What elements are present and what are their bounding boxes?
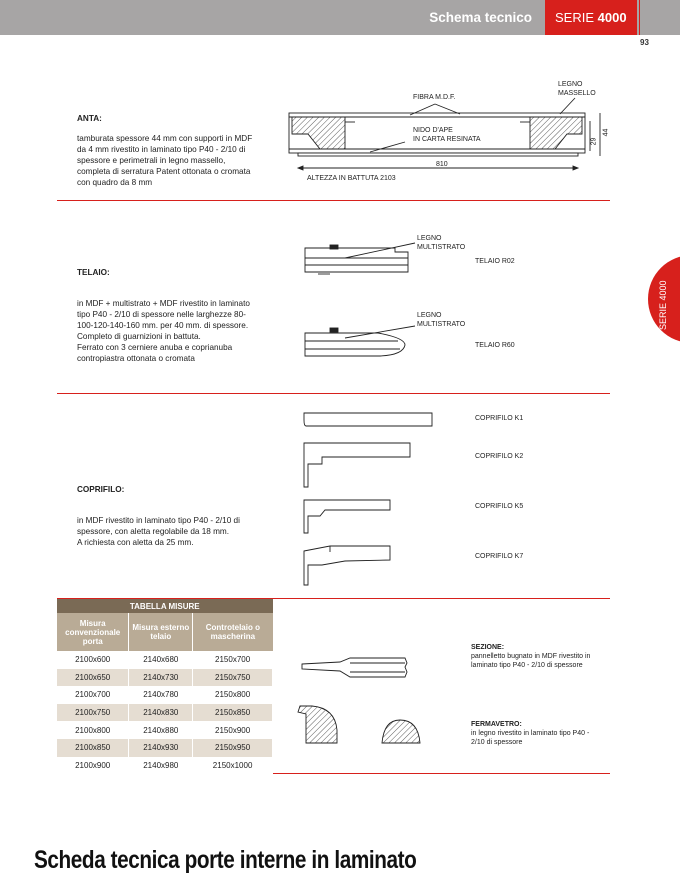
table-row: [57, 704, 273, 722]
footer-title: Scheda tecnica porte interne in laminato: [34, 846, 417, 874]
table-title: TABELLA MISURE: [57, 599, 273, 613]
table-cell: 2150x1000: [193, 757, 273, 775]
telaio-title: TELAIO:: [77, 268, 110, 277]
table-cell: 2100x750: [57, 704, 129, 722]
table-header-controtelaio: Controtelaio o mascherina: [193, 613, 273, 651]
coprifilo-k7-drawing: [304, 546, 390, 585]
label-legno-multistrato-2a: LEGNO: [417, 312, 442, 319]
side-tab-label: SERIE 4000: [658, 280, 668, 330]
fermavetro-description: [471, 720, 591, 747]
table-cell: 2140x930: [129, 739, 193, 757]
table-cell: 2100x650: [57, 669, 129, 687]
table-cell: 2100x800: [57, 721, 129, 739]
series-number: 4000: [597, 10, 627, 25]
label-width-810: 810: [436, 161, 448, 168]
coprifilo-body: in MDF rivestito in laminato tipo P40 - 2/10 di spessore, con aletta regolabile da 18 mm. A richiesta con aletta da 25 mm.: [77, 516, 240, 547]
label-altezza-battuta: ALTEZZA IN BATTUTA 2103: [307, 175, 396, 182]
table-header-misura-telaio: Misura esterno telaio: [129, 613, 193, 651]
table-cell: 2140x830: [129, 704, 193, 722]
anta-title: ANTA:: [77, 114, 102, 123]
table-cell: 2150x950: [193, 739, 273, 757]
coprifilo-k2-drawing: [304, 443, 410, 487]
label-dim-29: 29: [590, 137, 598, 146]
anta-body: tamburata spessore 44 mm con supporti in MDF da 4 mm rivestito in laminato tipo P40 - 2/10 di spessore e perimetrali in legno massello, completa di serratura Patent ottonata o cromata con quadro da 8 mm: [77, 134, 253, 187]
coprifilo-title: COPRIFILO:: [77, 485, 125, 494]
label-legno-multistrato-1a: LEGNO: [417, 235, 442, 242]
telaio-r60-drawing: [305, 326, 415, 356]
table-cell: 2140x730: [129, 669, 193, 687]
table-row: [57, 651, 273, 669]
telaio-r02-drawing: [305, 243, 415, 274]
label-telaio-r02: TELAIO R02: [475, 258, 515, 265]
coprifilo-k1-drawing: [304, 413, 432, 426]
label-fibra-mdf: FIBRA M.D.F.: [413, 94, 456, 101]
label-legno-massello-2: MASSELLO: [558, 90, 596, 97]
label-nido-ape-2: IN CARTA RESINATA: [413, 136, 481, 143]
page-number: 93: [640, 38, 649, 47]
label-coprifilo-k2: COPRIFILO K2: [475, 453, 524, 460]
measures-table: [57, 599, 273, 774]
fermavetro-body: in legno rivestito in laminato tipo P40 - 2/10 di spessore: [471, 730, 590, 746]
table-cell: 2100x850: [57, 739, 129, 757]
label-telaio-r60: TELAIO R60: [475, 342, 515, 349]
header-title: Schema tecnico: [429, 10, 532, 25]
series-prefix: SERIE: [555, 10, 595, 25]
label-coprifilo-k1: COPRIFILO K1: [475, 415, 524, 422]
fermavetro-title: FERMAVETRO:: [471, 721, 522, 728]
table-row: [57, 721, 273, 739]
label-coprifilo-k7: COPRIFILO K7: [475, 553, 524, 560]
sezione-drawing: [302, 658, 407, 677]
table-cell: 2140x680: [129, 651, 193, 669]
table-row: [57, 669, 273, 687]
table-row: [57, 686, 273, 704]
label-legno-massello-1: LEGNO: [558, 81, 583, 88]
coprifilo-k5-drawing: [304, 500, 390, 533]
label-legno-multistrato-1b: MULTISTRATO: [417, 244, 466, 251]
fermavetro-drawing: [298, 706, 420, 743]
table-cell: 2150x700: [193, 651, 273, 669]
label-coprifilo-k5: COPRIFILO K5: [475, 503, 524, 510]
table-cell: 2150x900: [193, 721, 273, 739]
table-cell: 2140x880: [129, 721, 193, 739]
label-dim-44: 44: [602, 128, 610, 137]
table-cell: 2150x850: [193, 704, 273, 722]
table-row: [57, 757, 273, 775]
table-row: [57, 739, 273, 757]
sezione-body: pannelletto bugnato in MDF rivestito in laminato tipo P40 - 2/10 di spessore: [471, 653, 591, 669]
sezione-description: [471, 643, 591, 670]
table-cell: 2150x750: [193, 669, 273, 687]
table-cell: 2100x600: [57, 651, 129, 669]
table-cell: 2140x980: [129, 757, 193, 775]
table-cell: 2150x800: [193, 686, 273, 704]
sezione-title: SEZIONE:: [471, 644, 505, 651]
telaio-body: in MDF + multistrato + MDF rivestito in laminato tipo P40 - 2/10 di spessore nelle larghezze 80-100-120-140-160 mm. per 40 mm. di spessore. Completo di guarnizioni in battuta. Ferrato con 3 cerniere anuba e coprianuba contropiastra ottonata o cromata: [77, 299, 250, 363]
table-cell: 2100x900: [57, 757, 129, 775]
label-legno-multistrato-2b: MULTISTRATO: [417, 321, 466, 328]
table-cell: 2100x700: [57, 686, 129, 704]
table-cell: 2140x780: [129, 686, 193, 704]
label-nido-ape-1: NIDO D'APE: [413, 127, 453, 134]
table-header-misura-porta: Misura convenzionale porta: [57, 613, 129, 651]
